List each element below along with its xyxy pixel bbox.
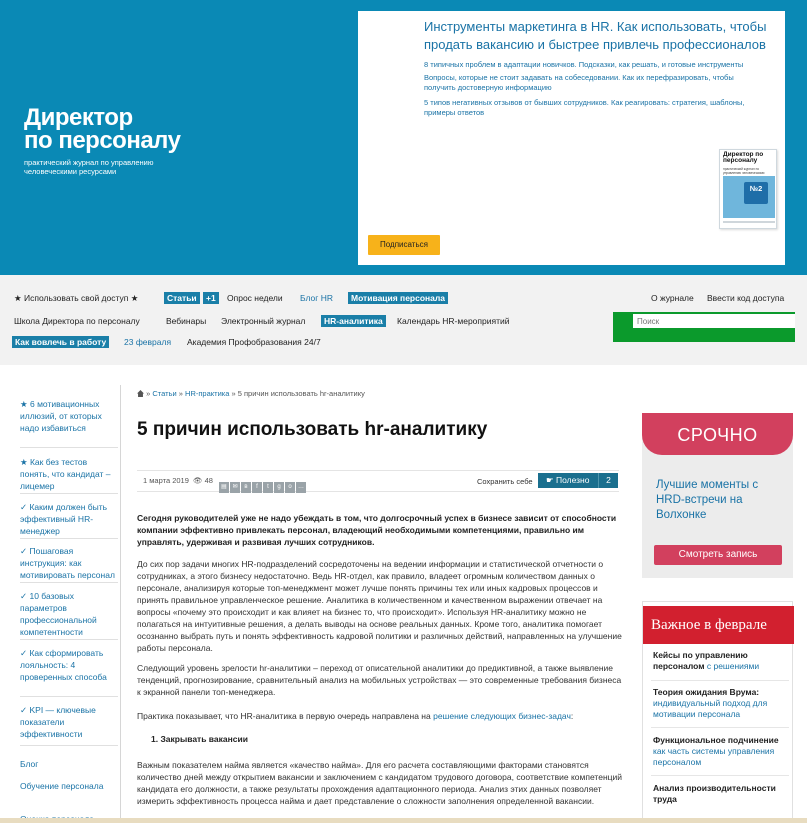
february-item[interactable] (653, 687, 789, 720)
sidebar-divider (20, 696, 118, 697)
article-meta-bar (137, 470, 619, 492)
sidebar-divider (20, 745, 118, 746)
february-item[interactable] (653, 783, 789, 805)
nav-link-school[interactable]: Школа Директора по персоналу (14, 316, 140, 326)
logo-line-1: Директор (24, 104, 133, 131)
search-input[interactable] (633, 314, 795, 328)
sidebar-divider (20, 493, 118, 494)
nav-link-ejournal[interactable]: Электронный журнал (221, 316, 306, 326)
nav-tag-motivation[interactable]: Мотивация персонала (348, 292, 448, 304)
item-bold: Кейсы по управлению персоналом (653, 650, 748, 671)
sidebar-item[interactable]: ✓ 10 базовых параметров профессиональной компетентности (20, 591, 97, 637)
logo-line-2: по персоналу (24, 127, 181, 154)
item-bold: Теория ожидания Врума: (653, 687, 760, 697)
sidebar-divider (20, 538, 118, 539)
useful-count: 2 (598, 473, 618, 488)
magazine-subtitle: практический журнал по управлению человеческими (723, 167, 765, 175)
paragraph-text: Практика показывает, что HR-аналитика в первую очередь направлена на (137, 711, 434, 721)
nav-tag-articles[interactable]: Статьи (164, 292, 200, 304)
urgent-widget (642, 413, 793, 578)
use-access-link[interactable]: ★ Использовать свой доступ ★ (14, 293, 139, 303)
magazine-title: Директор по персоналу (723, 151, 764, 164)
item-rest: как часть системы управления персоналом (653, 746, 775, 767)
nav-link-enter-code[interactable]: Ввести код доступа (707, 293, 785, 303)
breadcrumb-articles[interactable]: Статьи (152, 389, 177, 398)
february-divider (651, 680, 789, 681)
breadcrumb-hr-practice[interactable]: HR-практика (185, 389, 230, 398)
bottom-edge-bar (0, 818, 807, 823)
promo-title[interactable]: Инструменты маркетинга в HR. Как использовать, чтобы продать вакансию и быстрее привлечь профессионалов (424, 19, 767, 52)
sidebar-divider (20, 639, 118, 640)
february-widget (642, 601, 793, 823)
article-paragraph: Важным показателем найма является «качество найма». Для его расчета составляющими факторами становятся количество дней между открытием вакансии и заключением с кандидатом трудового договора, соответствие компетенций кандидата его должности, а также результаты прохождения адаптационного периода. Анализ этих данных позволяет измерить эффективность процесса найма и дает представление о сложности заполнения определенной вакансии. (137, 760, 623, 806)
sidebar-item[interactable]: ✓ Пошаговая инструкция: как мотивировать персонал (20, 546, 115, 580)
article-paragraph: До сих пор задачи многих HR-подразделений сосредоточены на ведении информации и статистической отчетности о сотрудниках, а этого бизнесу недостаточно. Ведь HR-отдел, как правило, владеет огромным количеством данных о персонале, анализируя которые топ-менеджмент может лучше понять причины тех или иных кадровых процессов и принять правильное управленческое решение. Аналитика в количественном и качественном выражении отвечает на вопросы «почему это происходит и как влияет на бизнес то, что происходит». Используя HR-аналитику можно не полагаться на интуитивные решения, а делать выводы на основе реальных данных. Кроме того, аналитика помогает осознанно выбрать путь и понять эффективность кадровой политики и различных действий, направленных на улучшение работы персонала. (137, 559, 622, 653)
nav-tag-hr-analytics[interactable]: HR-аналитика (321, 315, 386, 327)
nav-link-feb-23[interactable]: 23 февраля (124, 337, 172, 347)
business-tasks-link[interactable]: решение следующих бизнес-задач (433, 711, 571, 721)
nav-link-calendar[interactable]: Календарь HR-мероприятий (397, 316, 510, 326)
article-paragraph: Следующий уровень зрелости hr-аналитики – переход от описательной аналитики до предиктивной, а также выявление тенденций, прогнозирование, сравнительный анализ на мобильных устройствах — это современные требования бизнеса к экранной панели топ-менеджера. (137, 663, 622, 697)
subscribe-button[interactable]: Подписаться (368, 235, 440, 255)
nav-link-about[interactable]: О журнале (651, 293, 694, 303)
left-sidebar (10, 385, 121, 823)
article-paragraph (137, 710, 622, 722)
february-item[interactable] (653, 735, 789, 768)
header-banner (0, 0, 807, 275)
odnoklassniki-icon[interactable]: o (285, 482, 295, 493)
magazine-issue: №2 (744, 182, 768, 204)
item-rest: с решениями (704, 661, 760, 671)
sidebar-link-blog[interactable]: Блог (20, 759, 39, 769)
useful-label: Полезно (556, 475, 590, 485)
promo-panel (358, 11, 785, 265)
article-lead: Сегодня руководителей уже не надо убеждать в том, что долгосрочный успех в бизнесе зависит от способности компании эффективно привлекать персонал, владеющий необходимыми компетенциями, правильно им управлять, удерживая и развивая лучших сотрудников. (137, 513, 617, 547)
article-date: 1 марта 2019 (143, 476, 189, 485)
twitter-icon[interactable]: t (263, 482, 273, 493)
email-icon[interactable]: ✉ (230, 482, 240, 493)
save-to-self-link[interactable]: Сохранить себе (477, 477, 533, 486)
share-buttons (219, 475, 307, 493)
facebook-icon[interactable]: f (252, 482, 262, 493)
nav-link-academy[interactable]: Академия Профобразования 24/7 (187, 337, 321, 347)
home-icon[interactable] (137, 390, 144, 397)
search-box (613, 312, 795, 342)
magazine-cover[interactable] (719, 149, 777, 229)
site-logo[interactable] (24, 106, 194, 176)
february-title: Важное в феврале (643, 606, 794, 644)
useful-button[interactable] (538, 473, 618, 488)
promo-item[interactable]: Вопросы, которые не стоит задавать на собеседовании. Как их перефразировать, чтобы получить достоверную информацию (424, 73, 734, 92)
urgent-tab: СРОЧНО (642, 413, 793, 455)
february-divider (651, 775, 789, 776)
item-bold: Анализ производительности труда (653, 783, 776, 804)
thumb-up-icon: ☛ (546, 475, 554, 485)
nav-tag-plus-one[interactable]: +1 (203, 292, 219, 304)
google-plus-icon[interactable]: g (274, 482, 284, 493)
breadcrumb-current: 5 причин использовать hr-аналитику (237, 389, 365, 398)
sidebar-divider (20, 582, 118, 583)
more-share-icon[interactable]: … (296, 482, 306, 493)
sidebar-item[interactable]: ✓ Каким должен быть эффективный HR-менеджер (20, 502, 108, 536)
item-rest: индивидуальный подход для мотивации персонала (653, 698, 768, 719)
thumb-icon-label (546, 473, 589, 488)
print-icon[interactable]: ▤ (219, 482, 229, 493)
february-item[interactable] (653, 650, 789, 672)
sidebar-link-training[interactable]: Обучение персонала (20, 781, 104, 791)
promo-item[interactable]: 8 типичных проблем в адаптации новичков. Подсказки, как решать, и готовые инструменты (424, 60, 744, 69)
item-bold: Функциональное подчинение (653, 735, 779, 745)
sidebar-divider (20, 447, 118, 448)
nav-link-poll[interactable]: Опрос недели (227, 293, 283, 303)
watch-recording-button[interactable]: Смотреть запись (654, 545, 782, 565)
nav-link-webinars[interactable]: Вебинары (166, 316, 207, 326)
numbered-heading: 1. Закрывать вакансии (151, 734, 248, 744)
sidebar-item[interactable]: ★ Как без тестов понять, что кандидат – лицемер (20, 457, 111, 491)
logo-tagline: практический журнал по управлению человеческими ресурсами (24, 158, 154, 176)
february-divider (651, 727, 789, 728)
paragraph-text: : (570, 711, 574, 721)
nav-link-blog[interactable]: Блог HR (300, 293, 334, 303)
urgent-link[interactable]: Лучшие моменты с HRD-встречи на Волхонке (656, 479, 759, 521)
magazine-divider (723, 221, 775, 223)
vk-icon[interactable]: в (241, 482, 251, 493)
article-title: 5 причин использовать hr-аналитику (137, 419, 488, 440)
views-number: 48 (204, 476, 213, 485)
breadcrumb: » Статьи » HR-практика » 5 причин использовать hr-аналитику (137, 389, 365, 398)
eye-icon: 👁 (193, 476, 203, 485)
nav-tag-engagement[interactable]: Как вовлечь в работу (12, 336, 109, 348)
promo-item[interactable]: 5 типов негативных отзывов от бывших сотрудников. Как реагировать: стратегия, шаблоны, примеры ответов (424, 98, 745, 117)
sidebar-item[interactable]: ✓ KPI — ключевые показатели эффективности (20, 705, 96, 739)
views-count (193, 476, 213, 485)
sidebar-item[interactable]: ✓ Как сформировать лояльность: 4 проверенных способа (20, 648, 107, 682)
sidebar-item[interactable]: ★ 6 мотивационных иллюзий, от которых надо избавиться (20, 399, 102, 433)
